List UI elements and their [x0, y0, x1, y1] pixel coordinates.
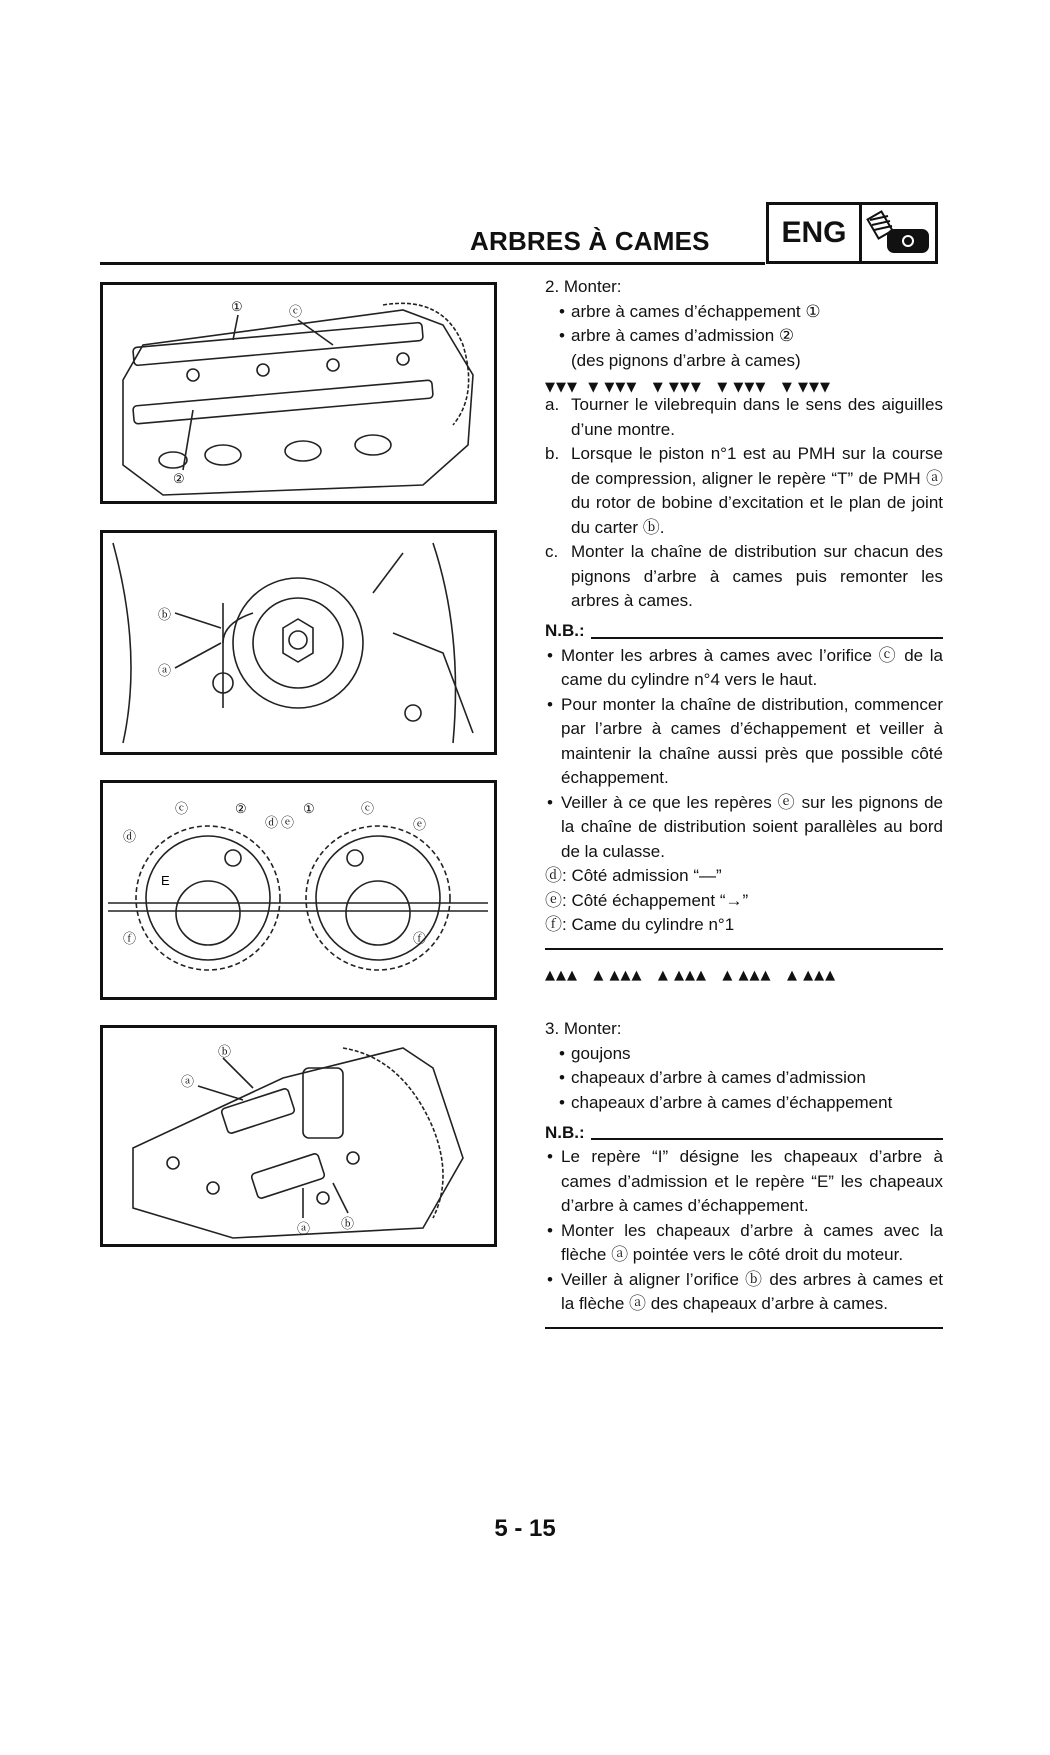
mark-e: E — [161, 873, 170, 888]
step-note: (des pignons d’arbre à cames) — [571, 350, 801, 370]
callout-b-top: ⓑ — [218, 1044, 232, 1059]
install-caps-section — [545, 1017, 943, 1329]
rotor-illustration — [103, 533, 494, 752]
list-item: • chapeaux d’arbre à cames d’admission — [545, 1066, 943, 1091]
legend-item: ⓕ: Came du cylindre n°1 — [545, 915, 735, 934]
legend-item: ⓓ: Côté admission “—” — [545, 866, 722, 885]
step-title: 2. Monter: — [545, 277, 622, 296]
figure-sprocket-marks — [100, 780, 497, 1000]
callout-1: ① — [303, 801, 315, 816]
engine-icon — [862, 205, 935, 261]
figure-tdc-alignment — [100, 530, 497, 755]
page-number: 5 - 15 — [494, 1515, 556, 1542]
badge-label: ENG — [769, 205, 862, 261]
step-title: 3. Monter: — [545, 1019, 622, 1038]
callout-1: ① — [231, 299, 243, 314]
list-item: • chapeaux d’arbre à cames d’échappement — [545, 1091, 943, 1116]
callout-a: ⓐ — [158, 663, 172, 678]
procedure-end-marks: ▲▲▲ ▲ ▲▲▲ ▲ ▲▲▲ ▲ ▲▲▲ ▲ ▲▲▲ — [545, 968, 837, 983]
header-rule — [100, 262, 765, 265]
list-item: • arbre à cames d’admission ② — [545, 324, 943, 349]
nb-heading: N.B.: — [545, 1119, 943, 1145]
callout-f-left: ⓕ — [123, 931, 137, 946]
callout-c-left: ⓒ — [175, 801, 189, 816]
callout-c: ⓒ — [289, 304, 303, 319]
install-camshafts-section — [545, 275, 943, 373]
nb-item: • Pour monter la chaîne de distribution, commencer par l’arbre à cames d’échappement et veiller à maintenir la chaîne aussi près que possible côté échappement. — [545, 693, 943, 791]
section-badge — [766, 202, 938, 264]
substeps — [545, 393, 943, 950]
callout-e-right: ⓔ — [413, 817, 427, 832]
figure-camshaft-install — [100, 282, 497, 504]
nb-item: • Le repère “I” désigne les chapeaux d’arbre à cames d’admission et le repère “E” les chapeaux d’arbre à cames d’échappement. — [545, 1145, 943, 1219]
nb-item: • Veiller à aligner l’orifice ⓑ des arbres à cames et la flèche ⓐ des chapeaux d’arbre à cames. — [545, 1268, 943, 1317]
list-item: • goujons — [545, 1042, 943, 1067]
callout-2: ② — [235, 801, 247, 816]
callout-c-right: ⓒ — [361, 801, 375, 816]
callout-d-left: ⓓ — [123, 829, 137, 844]
substep-c: c. Monter la chaîne de distribution sur chacun des pignons d’arbre à cames puis remonter les arbres à cames. — [545, 542, 943, 610]
nb-heading: N.B.: — [545, 618, 943, 644]
legend-item: ⓔ: Côté échappement “→” — [545, 890, 749, 910]
substep-a: a. Tourner le vilebrequin dans le sens des aiguilles d’une montre. — [545, 395, 943, 439]
nb-item: • Veiller à ce que les repères ⓔ sur les pignons de la chaîne de distribution soient parallèles au bord de la culasse. — [545, 791, 943, 865]
callout-2: ② — [173, 471, 185, 486]
nb-item: • Monter les arbres à cames avec l’orifice ⓒ de la came du cylindre n°4 vers le haut. — [545, 644, 943, 693]
callout-f-right: ⓕ — [413, 931, 427, 946]
sprocket-illustration — [103, 783, 494, 997]
nb-item: • Monter les chapeaux d’arbre à cames avec la flèche ⓐ pointée vers le côté droit du moteur. — [545, 1219, 943, 1268]
caps-illustration — [103, 1028, 494, 1244]
callout-a-bottom: ⓐ — [297, 1221, 311, 1236]
nb-end-rule — [545, 948, 943, 950]
page-title: ARBRES À CAMES — [470, 226, 710, 256]
nb-end-rule — [545, 1327, 943, 1329]
callout-a-top: ⓐ — [181, 1074, 195, 1089]
callout-b-bottom: ⓑ — [341, 1216, 355, 1231]
callout-e-mid: ⓔ — [281, 815, 295, 830]
substep-b: b. Lorsque le piston n°1 est au PMH sur la course de compression, aligner le repère “T” de PMH ⓐ du rotor de bobine d’excitation et le plan de joint du carter ⓑ. — [545, 444, 943, 537]
procedure-start-marks: ▼▼▼ ▼ ▼▼▼ ▼ ▼▼▼ ▼ ▼▼▼ ▼ ▼▼▼ — [545, 380, 831, 395]
camshaft-head-illustration — [103, 285, 494, 501]
callout-b: ⓑ — [158, 607, 172, 622]
figure-camshaft-caps — [100, 1025, 497, 1247]
list-item: • arbre à cames d’échappement ① — [545, 300, 943, 325]
callout-d-mid: ⓓ — [265, 815, 279, 830]
